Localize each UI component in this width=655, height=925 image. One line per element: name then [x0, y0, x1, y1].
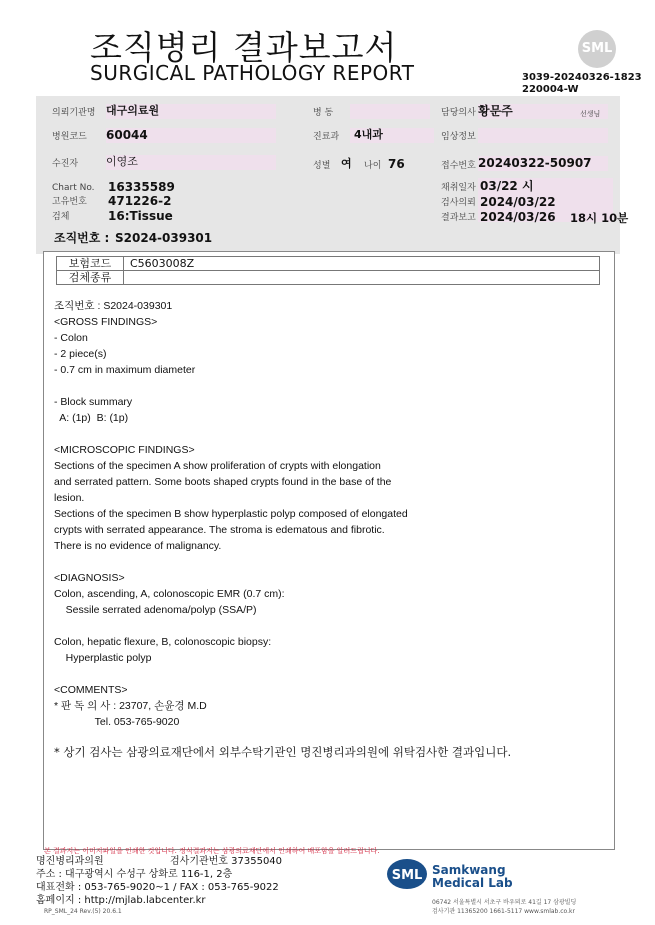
- doctor-value: 황문주: [478, 104, 608, 119]
- ward-label: 병 동: [313, 108, 334, 118]
- samkwang-logo-text: SML: [391, 868, 423, 883]
- collect-date-value: 03/22 시: [480, 179, 534, 193]
- form-code: RP_SML_24 Rev.(5) 20.6.1: [44, 908, 122, 915]
- patient-label: 수진자: [52, 159, 79, 169]
- report-title-english: SURGICAL PATHOLOGY REPORT: [90, 61, 415, 85]
- chart-no-label: Chart No.: [52, 183, 95, 193]
- specimen-value: 16:Tissue: [108, 209, 173, 223]
- lab-phone: 대표전화 : 053-765-9020~1 / FAX : 053-765-9022: [36, 882, 279, 893]
- lab-name: 명진병리과의원: [36, 856, 104, 867]
- logo-text: SML: [581, 41, 613, 56]
- report-title-korean: 조직병리 결과보고서: [90, 28, 398, 67]
- department-value: 4내과: [350, 128, 434, 143]
- samkwang-brand-line-1: Samkwang: [432, 863, 506, 877]
- sml-logo-icon: [578, 30, 616, 68]
- tissue-number-value: S2024-039301: [115, 231, 213, 245]
- collect-date-label: 채취일자: [441, 183, 476, 193]
- print-notice: 본 결과지는 이미지파일을 인쇄한 것입니다. 정식결과지는 삼광의료재단에서 인쇄하여 배포함을 알려드립니다.: [44, 847, 380, 855]
- document-number: [522, 72, 642, 96]
- chart-no-value: 16335589: [108, 180, 175, 194]
- lab-address: 주소 : 대구광역시 수성구 상화로 116-1, 2층: [36, 869, 233, 880]
- receipt-label: 접수번호: [441, 161, 476, 171]
- samkwang-brand-line-2: Medical Lab: [432, 876, 513, 890]
- tissue-number-label: 조직번호 :: [54, 231, 110, 245]
- id-no-label: 고유번호: [52, 197, 87, 207]
- clinical-info-label: 임상정보: [441, 132, 476, 142]
- insurance-table: [56, 256, 600, 285]
- samkwang-brand: [432, 864, 513, 890]
- clinical-info-value: [478, 128, 608, 143]
- samkwang-address-line: 06742 서울특별시 서초구 바우뫼로 41길 17 삼광빌딩: [432, 899, 577, 906]
- doctor-suffix: 선생님: [580, 110, 601, 118]
- hospital-code-value: 60044: [106, 128, 276, 143]
- receipt-value: 20240322-50907: [478, 156, 608, 171]
- department-label: 진료과: [313, 132, 340, 142]
- document-number-line-2: 220004-W: [522, 84, 579, 95]
- age-value: 76: [388, 157, 405, 171]
- report-body: 조직번호 : S2024-039301 <GROSS FINDINGS> - Colon - 2 piece(s) - 0.7 cm in maximum diameter - Block summary A: (1p) B: (1p) <MICROSCOPIC FINDINGS> Sections of the specimen A show proliferation of crypts with elongation and serrated pattern. Some boots shaped crypts found in the base of the lesion. Sections of the specimen B show hyperplastic polyp composed of elongated crypts with serrated appearance. The stroma is edematous and fibrotic. There is no evidence of malignancy. <DIAGNOSIS> Colon, ascending, A, colonoscopic EMR (0.7 cm): Sessile serrated adenoma/polyp (SSA/P) Colon, hepatic flexure, B, colonoscopic biopsy: Hyperplastic polyp <COMMENTS> * 판 독 의 사 : 23707, 손윤경 M.D Tel. 053-765-9020: [54, 300, 408, 728]
- age-label: 나이: [364, 161, 382, 171]
- sex-value: 여: [341, 157, 352, 170]
- exam-date-label: 검사의뢰: [441, 198, 476, 208]
- table-row: [57, 257, 600, 271]
- samkwang-logo-mark-icon: [386, 858, 428, 890]
- specimen-type-value: [124, 271, 600, 285]
- samkwang-contact-line: 검사기관 11365200 1661-5117 www.smlab.co.kr: [432, 908, 575, 915]
- ward-value: [350, 104, 430, 119]
- doctor-label: 담당의사: [441, 108, 476, 118]
- lab-code: 검사기관번호 37355040: [170, 856, 283, 867]
- insurance-code-label: 보험코드: [57, 257, 124, 271]
- specimen-type-label: 검체종류: [57, 271, 124, 285]
- lab-homepage: 홈페이지 : http://mjlab.labcenter.kr: [36, 895, 206, 906]
- result-date-label: 결과보고: [441, 213, 476, 223]
- id-no-value: 471226-2: [108, 194, 172, 208]
- samkwang-logo-icon: [386, 858, 428, 890]
- institution-label: 의뢰기관명: [52, 108, 96, 118]
- samkwang-address: [432, 898, 576, 916]
- table-row: [57, 271, 600, 285]
- outsourcing-notice: * 상기 검사는 삼광의료재단에서 외부수탁기관인 명진병리과의원에 위탁검사한 결과입니다.: [54, 745, 512, 759]
- sex-label: 성별: [313, 161, 331, 171]
- result-date-value: 2024/03/26: [480, 210, 556, 224]
- hospital-code-label: 병원코드: [52, 132, 87, 142]
- insurance-code-value: C5603008Z: [124, 257, 600, 271]
- exam-date-value: 2024/03/22: [480, 195, 556, 209]
- result-time-value: 18시 10분: [570, 211, 629, 225]
- document-number-line-1: 3039-20240326-1823: [522, 72, 642, 83]
- institution-value: 대구의료원: [106, 104, 276, 119]
- specimen-label: 검체: [52, 212, 70, 222]
- patient-name: 이영조: [106, 155, 276, 170]
